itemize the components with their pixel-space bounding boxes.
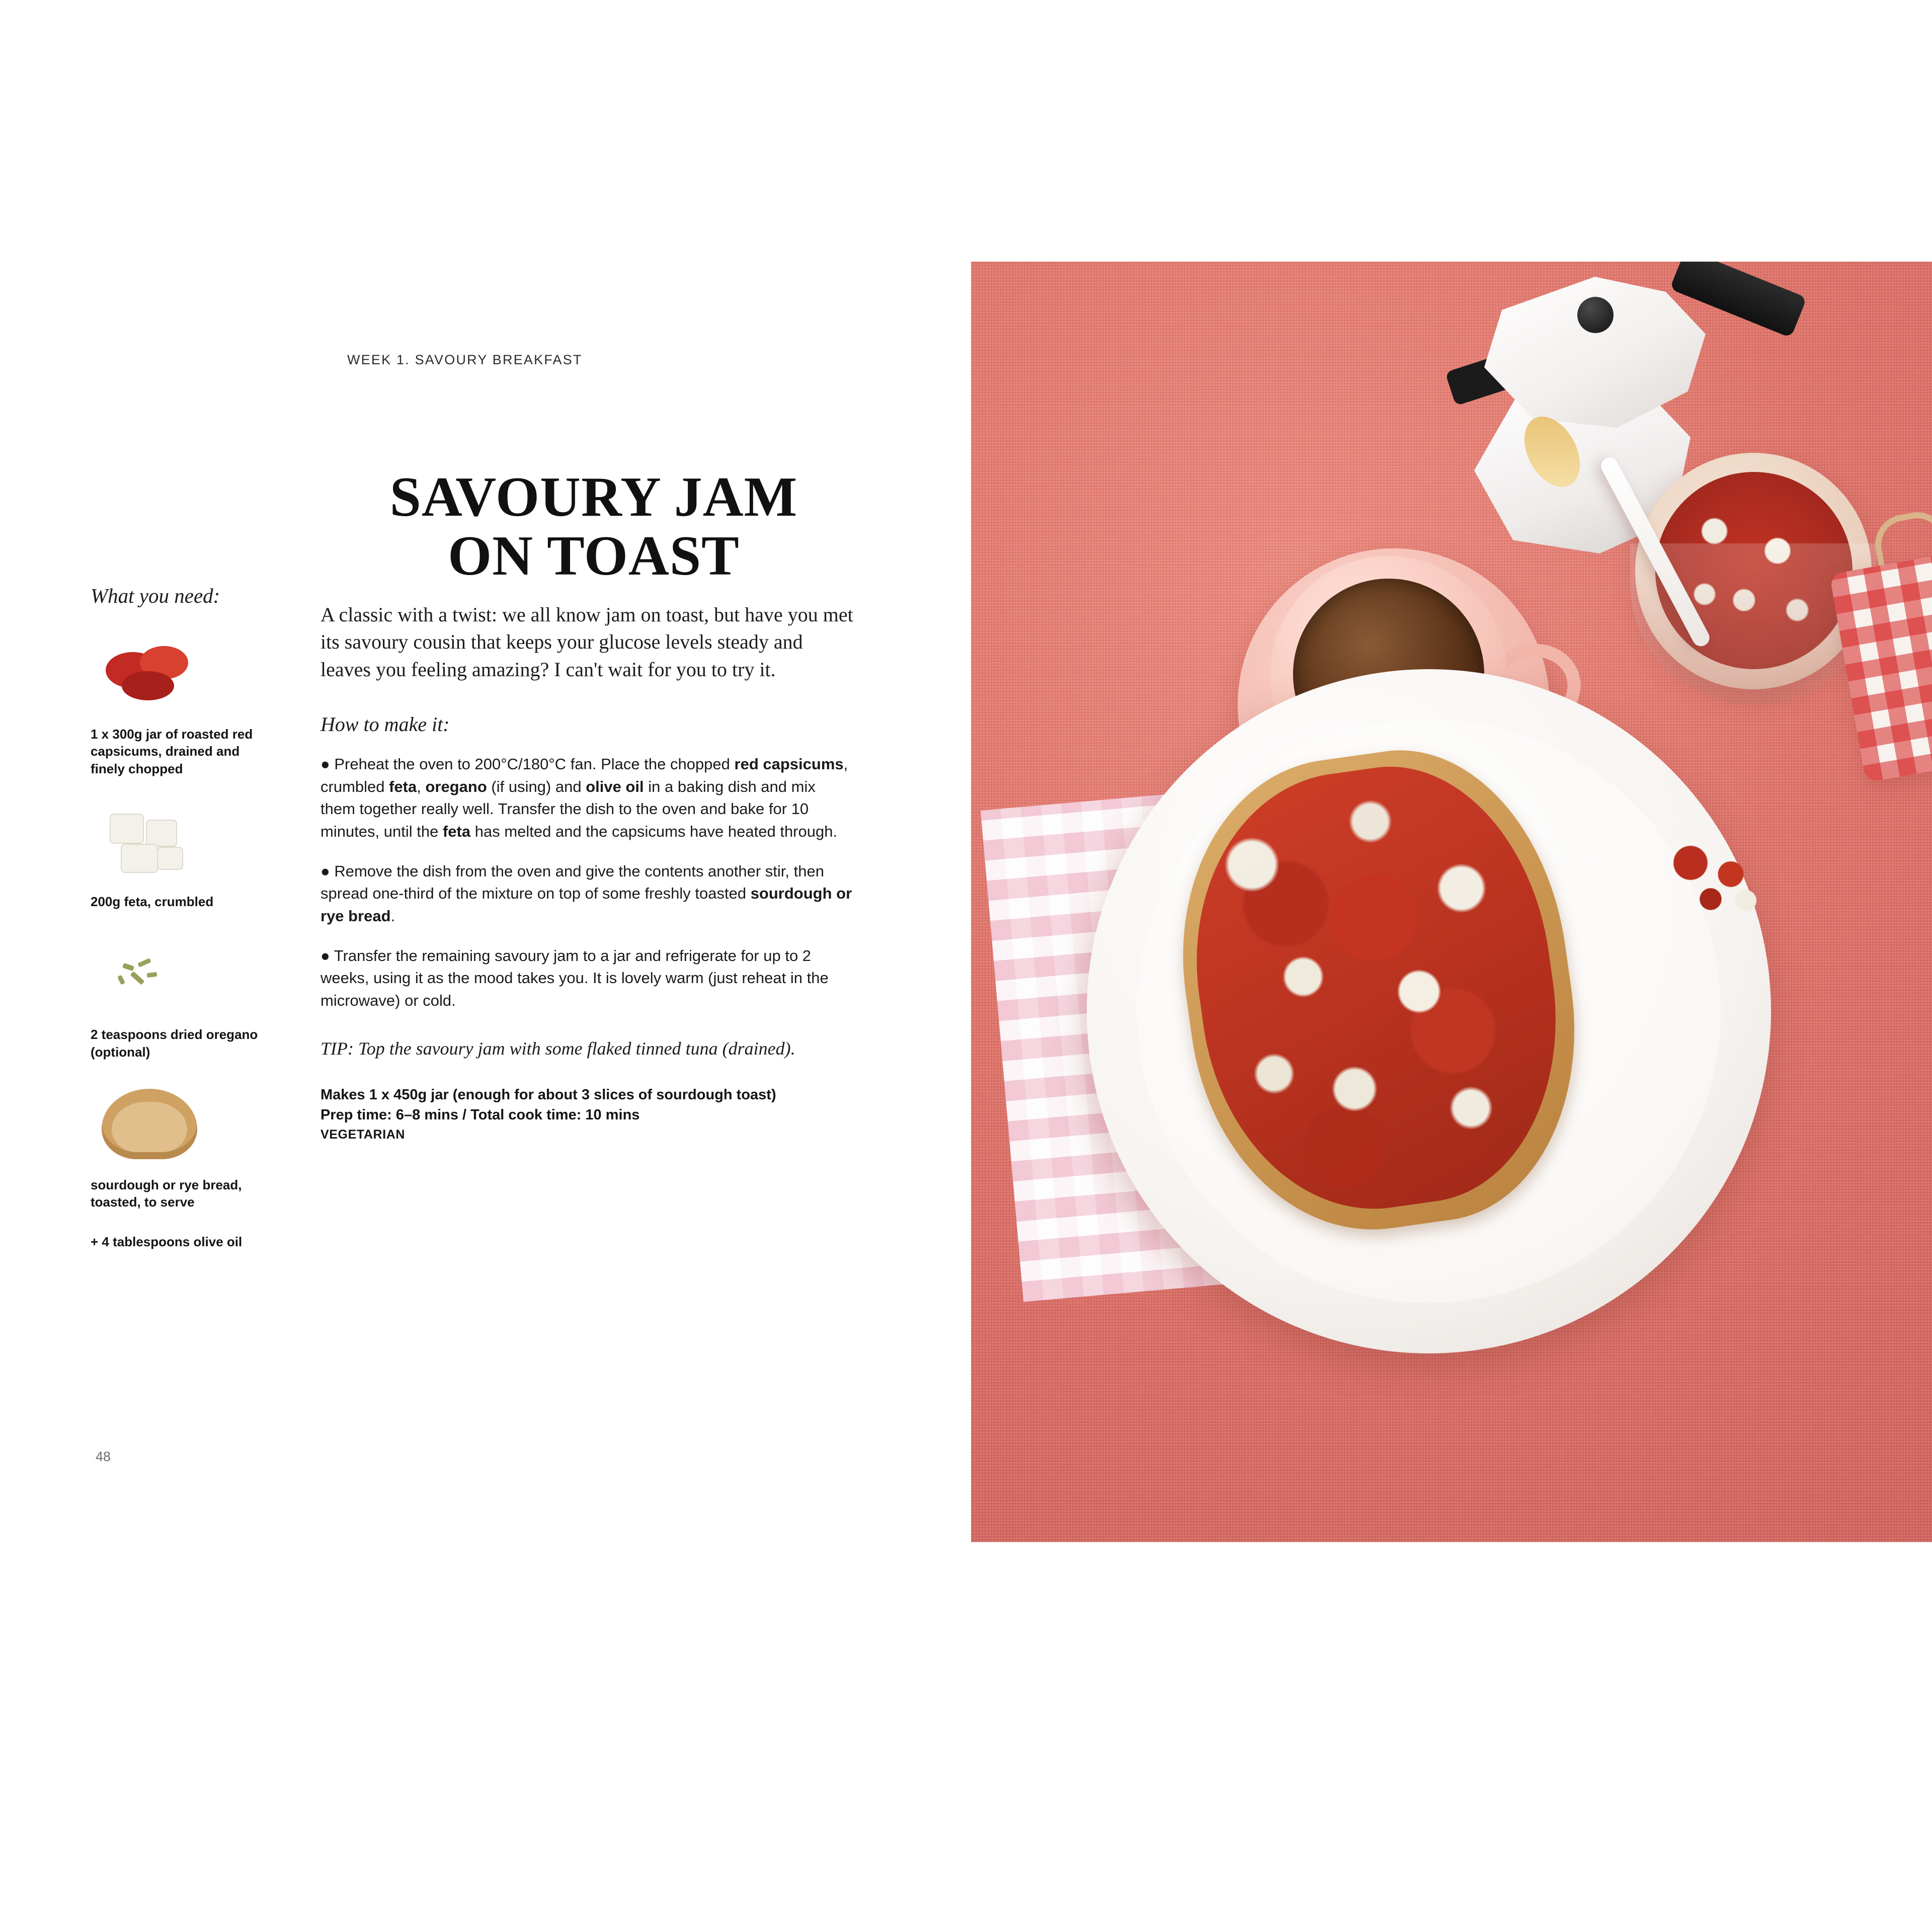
ingredient-caption: 200g feta, crumbled — [91, 894, 214, 909]
dried-oregano-photo — [92, 929, 207, 1020]
recipe-tip: TIP: Top the savoury jam with some flaked tinned tuna (drained). — [320, 1038, 795, 1059]
ingredient-extra: + 4 tablespoons olive oil — [91, 1234, 243, 1249]
recipe-photo — [971, 262, 1932, 1542]
title-line-1: SAVOURY JAM — [389, 466, 798, 529]
diet-badge: VEGETARIAN — [320, 1127, 406, 1142]
ingredient-item — [91, 629, 282, 777]
recipe-intro: A classic with a twist: we all know jam on toast, but have you met its savoury cousin that keeps your glucose levels steady and leaves you feeling amazing? I can't wait for you to try it. — [320, 603, 853, 681]
title-line-2: ON TOAST — [448, 524, 740, 587]
method-step: ● Transfer the remaining savoury jam to a jar and refrigerate for up to 2 weeks, using it as the mood takes you. It is lovely warm (just reheat in the microwave) or cold. — [320, 946, 829, 1009]
jam-crumbs — [1665, 840, 1766, 916]
ingredient-item — [91, 796, 282, 910]
method-step: ● Remove the dish from the oven and give the contents another stir, then spread one-third of the mixture on top of some freshly toasted sourdough or rye bread. — [320, 862, 852, 925]
moka-pot-knob — [1577, 297, 1614, 333]
feta-photo — [92, 796, 207, 887]
roasted-capsicums-photo — [92, 629, 207, 719]
recipe-yield: Makes 1 x 450g jar (enough for about 3 slices of sourdough toast) — [320, 1086, 776, 1103]
ingredient-caption: 2 teaspoons dried oregano (optional) — [91, 1027, 258, 1060]
method-heading: How to make it: — [320, 713, 450, 736]
ingredients-heading: What you need: — [91, 584, 220, 607]
ingredients-rail — [91, 584, 282, 1250]
running-head: WEEK 1. SAVOURY BREAKFAST — [347, 352, 583, 367]
ingredient-caption: 1 x 300g jar of roasted red capsicums, drained and finely chopped — [91, 727, 253, 776]
page-title — [312, 468, 875, 585]
method-step: ● Preheat the oven to 200°C/180°C fan. Place the chopped red capsicums, crumbled feta, oregano (if using) and olive oil in a baking dish and mix them together really well. Transfer the dish to the oven and bake for 10 minutes, until the feta has melted and the capsicums have heated through. — [320, 755, 848, 841]
ingredient-item — [91, 1080, 282, 1211]
ingredient-item — [91, 929, 282, 1061]
recipe-body — [320, 581, 854, 1143]
ingredient-caption: sourdough or rye bread, toasted, to serve — [91, 1177, 242, 1210]
recipe-meta — [320, 1085, 854, 1144]
recipe-times: Prep time: 6–8 mins / Total cook time: 10 mins — [320, 1106, 640, 1123]
bread-slice-photo — [92, 1080, 207, 1170]
page-number: 48 — [96, 1449, 111, 1464]
